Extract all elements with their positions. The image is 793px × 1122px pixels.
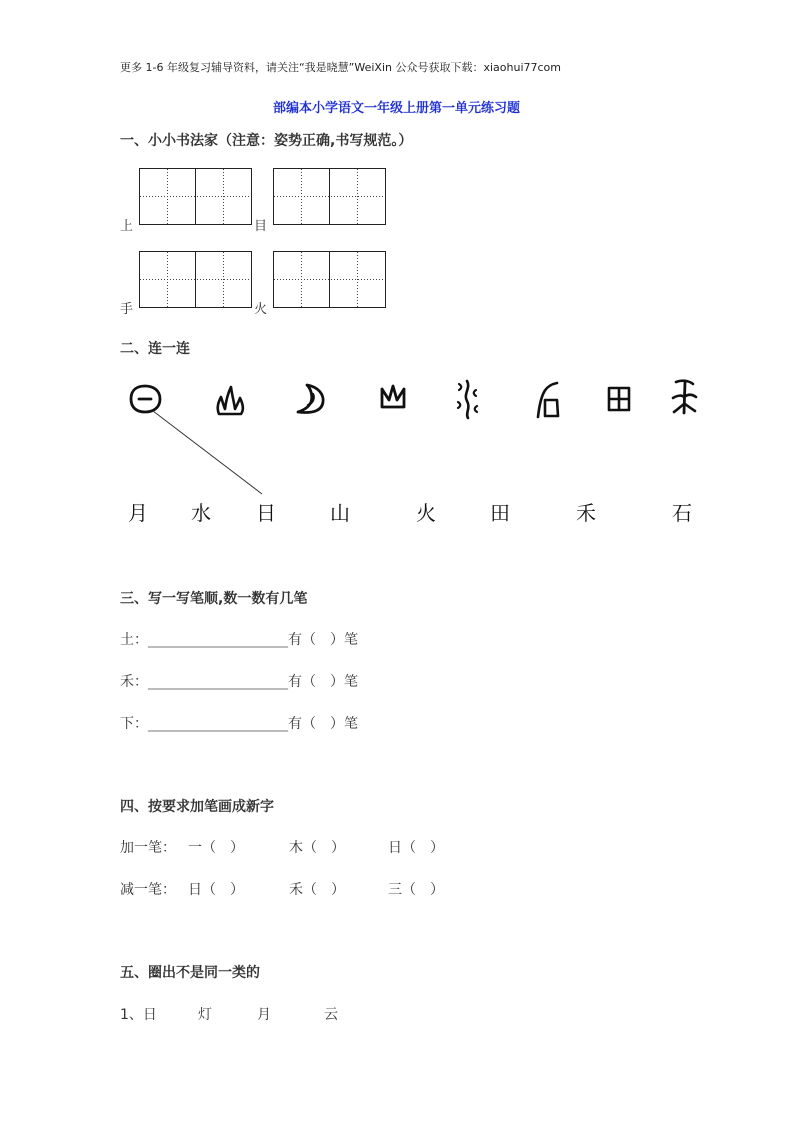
sun-pictograph-icon[interactable] [126, 383, 164, 415]
grid-lines [140, 169, 251, 224]
match-char-he[interactable]: 禾 [576, 501, 596, 525]
grid-lines [274, 252, 385, 307]
stroke-order-line [120, 629, 358, 649]
moon-pictograph-icon[interactable] [293, 381, 329, 417]
match-char-tian[interactable]: 田 [490, 501, 510, 525]
grid-label-shou: 手 [120, 302, 134, 317]
section5-heading: 五、圈出不是同一类的 [120, 965, 260, 981]
add-stroke-item[interactable]: 一（ ） [188, 840, 244, 856]
grid-lines [140, 252, 251, 307]
add-stroke-item[interactable]: 木（ ） [289, 840, 345, 856]
stroke-count: 有（ ）笔 [288, 674, 358, 690]
stroke-blank[interactable]: ____________________ [148, 716, 288, 732]
match-char-shui[interactable]: 水 [191, 501, 211, 525]
stroke-char: 土 [120, 632, 134, 648]
tian-grid[interactable] [273, 251, 386, 308]
match-char-huo[interactable]: 火 [416, 501, 436, 525]
remove-stroke-item[interactable]: 日（ ） [188, 882, 244, 898]
grid-label-shang: 上 [120, 219, 134, 234]
odd-one-prefix[interactable]: 1、日 [120, 1007, 157, 1023]
stroke-order-line [120, 671, 358, 691]
stroke-blank[interactable]: ____________________ [148, 674, 288, 690]
stroke-order-line [120, 713, 358, 733]
field-pictograph-icon[interactable] [605, 384, 633, 414]
colon: ： [134, 716, 148, 732]
grid-label-huo: 火 [254, 302, 268, 317]
odd-one-item[interactable]: 云 [324, 1007, 338, 1023]
grid-label-mu: 目 [254, 219, 268, 234]
section3-heading: 三、写一写笔顺,数一数有几笔 [120, 591, 308, 607]
section1-heading: 一、小小书法家（注意：姿势正确,书写规范。） [120, 133, 413, 149]
match-char-shan[interactable]: 山 [330, 501, 350, 525]
header-note: 更多 1-6 年级复习辅导资料，请关注“我是晓慧”WeiXin 公众号获取下载：xiaohui77com [120, 61, 561, 74]
remove-stroke-item[interactable]: 三（ ） [388, 882, 444, 898]
remove-stroke-label: 减一笔： [120, 882, 176, 898]
section2-heading: 二、连一连 [120, 341, 190, 357]
stroke-count: 有（ ）笔 [288, 632, 358, 648]
match-char-ri[interactable]: 日 [256, 501, 276, 525]
match-char-yue[interactable]: 月 [128, 501, 148, 525]
water-pictograph-icon[interactable] [455, 378, 481, 420]
add-stroke-label: 加一笔： [120, 840, 176, 856]
colon: ： [134, 632, 148, 648]
document-title: 部编本小学语文一年级上册第一单元练习题 [272, 101, 520, 116]
match-char-shi[interactable]: 石 [672, 501, 692, 525]
stroke-char: 下 [120, 716, 134, 732]
colon: ： [134, 674, 148, 690]
tian-grid[interactable] [139, 168, 252, 225]
stroke-count: 有（ ）笔 [288, 716, 358, 732]
section4-heading: 四、按要求加笔画成新字 [120, 799, 274, 815]
grain-pictograph-icon[interactable] [668, 376, 700, 416]
add-stroke-item[interactable]: 日（ ） [388, 840, 444, 856]
odd-one-item[interactable]: 灯 [198, 1007, 212, 1023]
mountain-pictograph-icon[interactable] [378, 382, 408, 412]
stroke-char: 禾 [120, 674, 134, 690]
tian-grid[interactable] [273, 168, 386, 225]
stroke-blank[interactable]: ____________________ [148, 632, 288, 648]
remove-stroke-item[interactable]: 禾（ ） [289, 882, 345, 898]
stone-pictograph-icon[interactable] [533, 380, 563, 420]
grid-lines [274, 169, 385, 224]
odd-one-item[interactable]: 月 [257, 1007, 271, 1023]
fire-pictograph-icon[interactable] [213, 383, 247, 417]
tian-grid[interactable] [139, 251, 252, 308]
